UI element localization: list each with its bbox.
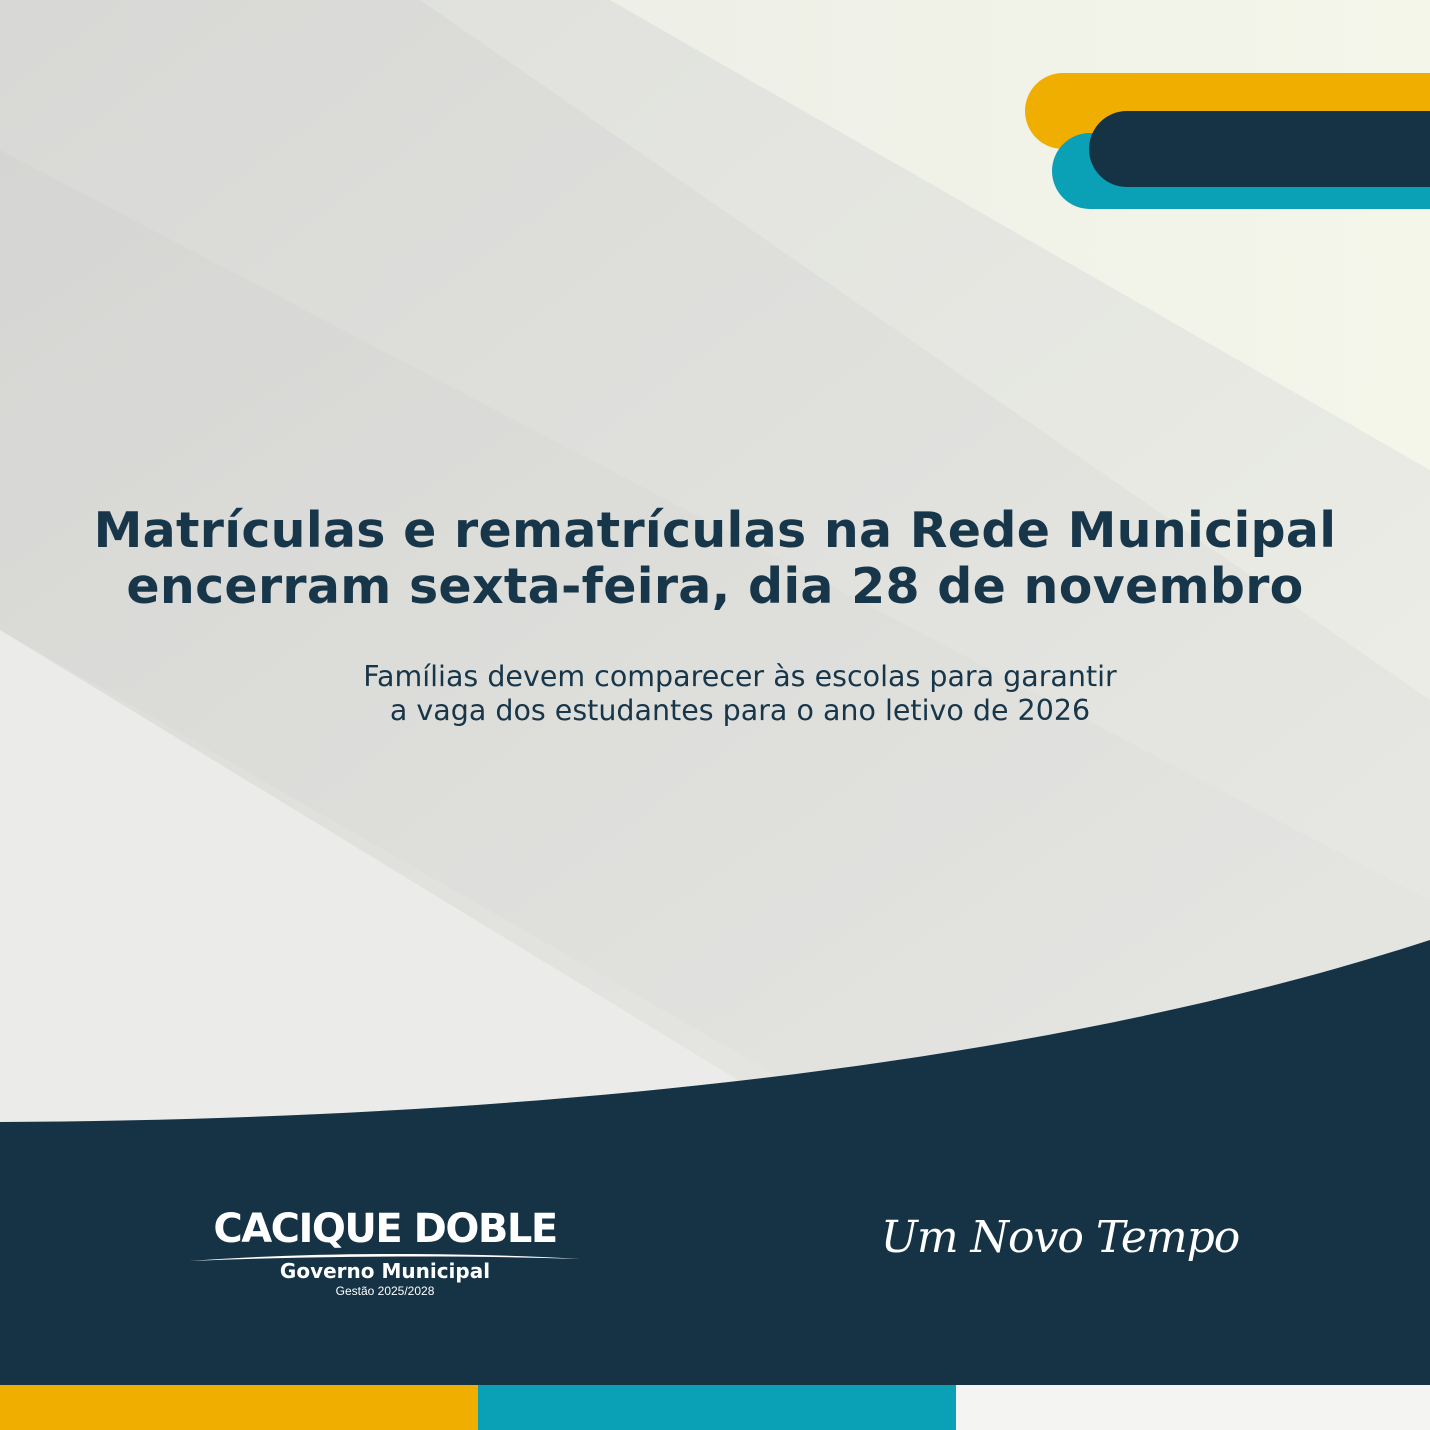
bottom-bar-teal	[478, 1385, 956, 1430]
municipal-logo	[180, 1205, 590, 1299]
bottom-bar-white	[956, 1385, 1430, 1430]
headline-line-1: Matrículas e rematrículas na Rede Municipal	[93, 502, 1337, 559]
headline-line-2: encerram sexta-feira, dia 28 de novembro	[126, 558, 1304, 615]
slogan: Um Novo Tempo	[880, 1212, 1240, 1263]
logo-government: Governo Municipal	[279, 1259, 491, 1283]
navy-stripe	[1089, 111, 1430, 187]
bottom-bar-yellow	[0, 1385, 478, 1430]
subheadline-line-1: Famílias devem comparecer às escolas para garantir	[363, 660, 1117, 693]
headline	[0, 503, 1430, 615]
logo-term: Gestão 2025/2028	[335, 1284, 435, 1298]
subheadline-line-2: a vaga dos estudantes para o ano letivo de 2026	[389, 694, 1091, 727]
subheadline	[0, 660, 1430, 728]
logo-name: CACIQUE DOBLE	[213, 1206, 557, 1252]
